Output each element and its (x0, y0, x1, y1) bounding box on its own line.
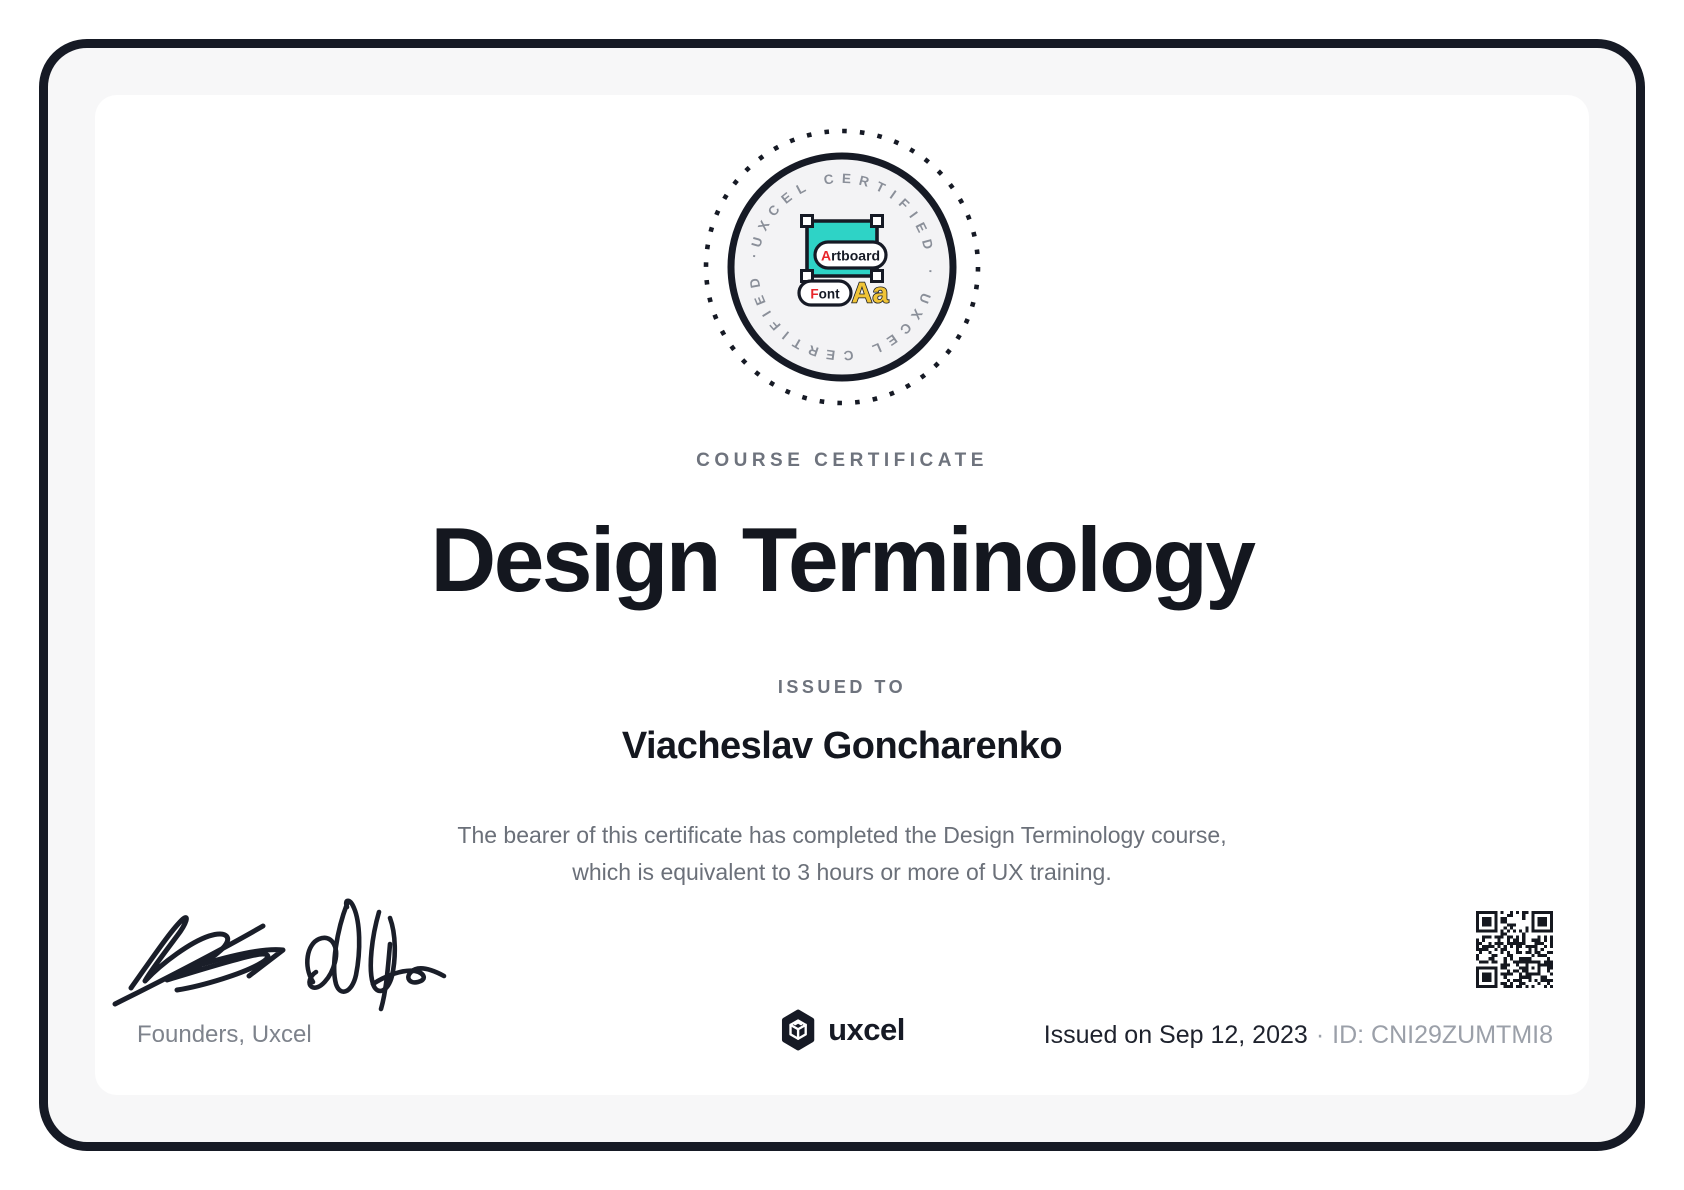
issued-to-label: ISSUED TO (777, 677, 907, 697)
issued-on-text: Issued on Sep 12, 2023 (1043, 1021, 1308, 1049)
qr-code (1476, 911, 1553, 988)
badge-ring-text: UXCEL CERTIFIED · UXCEL CERTIFIED · (745, 170, 939, 364)
certificate-card (95, 95, 1589, 1095)
certificate-description (95, 817, 1589, 891)
badge-artboard-illustration (799, 216, 889, 310)
signature-2 (307, 901, 444, 1009)
recipient-name: Viacheslav Goncharenko (621, 725, 1063, 767)
course-title: Design Terminology (430, 510, 1254, 611)
type-specimen-aa: Aa (851, 277, 889, 310)
uxcel-logo-icon (779, 1009, 817, 1051)
signatories-label: Founders, Uxcel (137, 1021, 312, 1048)
founder-signatures (107, 888, 452, 1013)
description-line-2: which is equivalent to 3 hours or more of UX training. (572, 859, 1112, 885)
issue-info (1044, 1020, 1553, 1050)
description-line-1: The bearer of this certificate has completed the Design Terminology course, (457, 822, 1227, 848)
separator-dot: · (1315, 1021, 1325, 1049)
uxcel-wordmark: uxcel (828, 1012, 905, 1047)
font-label: Font (810, 285, 840, 301)
certificate-border (39, 39, 1645, 1151)
uxcel-certified-badge (697, 122, 987, 412)
course-certificate-label: COURSE CERTIFICATE (696, 450, 988, 471)
signature-1 (115, 918, 283, 1004)
artboard-label: Artboard (820, 247, 881, 264)
uxcel-logo (779, 1008, 905, 1052)
certificate-id: ID: CNI29ZUMTMI8 (1332, 1021, 1553, 1049)
